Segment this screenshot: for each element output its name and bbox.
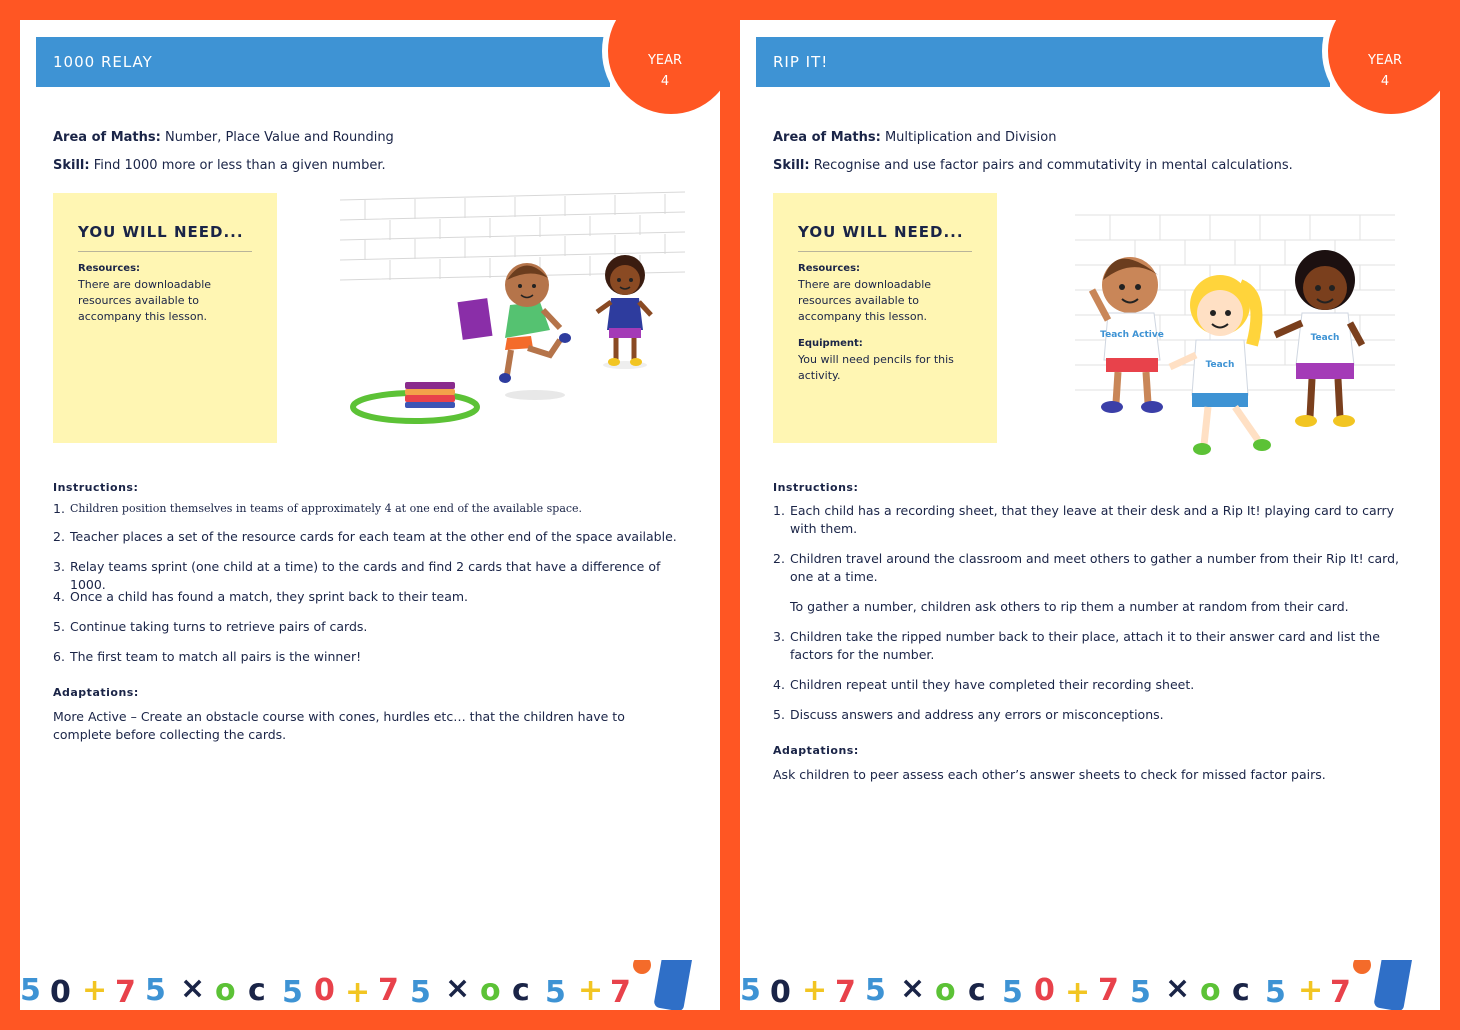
year-number: 4 — [660, 74, 670, 89]
svg-text:o: o — [480, 973, 501, 1008]
svg-text:o: o — [935, 973, 956, 1008]
svg-text:5: 5 — [282, 975, 303, 1010]
card-stack — [405, 382, 455, 408]
svg-text:5: 5 — [145, 973, 166, 1008]
title-bar — [756, 37, 1330, 87]
svg-text:5: 5 — [1130, 975, 1151, 1010]
resources-label: Resources: — [78, 263, 141, 274]
instruction-item: 1. Each child has a recording sheet, that they leave at their desk and a Rip It! playing card to carry with them. — [773, 503, 1395, 536]
children-illustration — [1070, 195, 1400, 460]
svg-text:×: × — [1165, 971, 1191, 1006]
title-bar — [36, 37, 610, 87]
instruction-item: 4. Once a child has found a match, they sprint back to their team. — [53, 589, 469, 604]
instruction-item: 5. Continue taking turns to retrieve pairs of cards. — [53, 619, 368, 634]
relay-illustration — [335, 190, 690, 435]
svg-text:5: 5 — [865, 973, 886, 1008]
svg-text:7: 7 — [1330, 975, 1351, 1010]
instructions-label: Instructions: — [53, 481, 139, 494]
equipment-label: Equipment: — [798, 338, 863, 349]
svg-text:+: + — [1298, 973, 1324, 1008]
svg-text:7: 7 — [1098, 973, 1119, 1008]
basketball-icon — [633, 960, 651, 974]
lesson-card-rip-it — [740, 20, 1440, 1010]
svg-text:5: 5 — [20, 973, 41, 1008]
svg-text:5: 5 — [1002, 975, 1023, 1010]
ruler-mascot — [653, 960, 698, 1010]
svg-text:o: o — [215, 973, 236, 1008]
basketball-icon — [1353, 960, 1371, 974]
you-will-need-box — [773, 193, 997, 443]
instruction-item: 2. Teacher places a set of the resource cards for each team at the other end of the space available. — [53, 529, 677, 544]
adaptations-text: More Active – Create an obstacle course with cones, hurdles etc… that the children have to complete before collecting the cards. — [53, 709, 625, 742]
instruction-item: 5. Discuss answers and address any errors or misconceptions. — [773, 707, 1164, 722]
svg-text:c: c — [968, 973, 986, 1008]
svg-text:Teach: Teach — [1310, 333, 1340, 343]
adaptations-text: Ask children to peer assess each other’s answer sheets to check for missed factor pairs. — [773, 767, 1326, 782]
svg-text:o: o — [1200, 973, 1221, 1008]
footer-decoration — [20, 960, 720, 1010]
instruction-item: 3. Children take the ripped number back to their place, attach it to their answer card and list the factors for the number. — [773, 629, 1380, 662]
svg-text:0: 0 — [50, 975, 71, 1010]
svg-text:Teach: Teach — [1205, 360, 1235, 370]
svg-text:0: 0 — [314, 973, 335, 1008]
instruction-note: To gather a number, children ask others to rip them a number at random from their card. — [790, 599, 1349, 614]
need-title: YOU WILL NEED... — [798, 223, 964, 241]
instruction-item: 6. The first team to match all pairs is the winner! — [53, 649, 362, 664]
svg-text:5: 5 — [545, 975, 566, 1010]
lesson-card-1000-relay — [20, 20, 720, 1010]
ruler-mascot — [1373, 960, 1418, 1010]
instruction-item: 4. Children repeat until they have completed their recording sheet. — [773, 677, 1195, 692]
you-will-need-box — [53, 193, 277, 443]
area-of-maths: Area of Maths: Number, Place Value and Rounding — [53, 130, 394, 145]
svg-text:×: × — [180, 971, 206, 1006]
svg-text:+: + — [1065, 975, 1091, 1010]
year-badge — [602, 20, 720, 120]
footer-decoration — [740, 960, 1440, 1010]
adaptations-label: Adaptations: — [773, 744, 859, 757]
shirt-logo: Teach Active — [1100, 330, 1164, 340]
instructions-label: Instructions: — [773, 481, 859, 494]
divider — [78, 251, 252, 252]
instruction-item: 1. Children position themselves in teams of approximately 4 at one end of the available space. — [53, 501, 583, 516]
svg-text:7: 7 — [835, 975, 856, 1010]
svg-text:5: 5 — [410, 975, 431, 1010]
adaptations-label: Adaptations: — [53, 686, 139, 699]
svg-text:7: 7 — [610, 975, 631, 1010]
svg-text:0: 0 — [770, 975, 791, 1010]
svg-text:7: 7 — [378, 973, 399, 1008]
dark-haired-girl-character — [1275, 250, 1362, 427]
svg-text:7: 7 — [115, 975, 136, 1010]
year-label: YEAR — [647, 53, 683, 68]
running-boy — [458, 263, 571, 400]
equipment-text: You will need pencils for this activity. — [798, 353, 954, 382]
resources-label: Resources: — [798, 263, 861, 274]
waiting-girl — [597, 255, 651, 369]
skill: Skill: Recognise and use factor pairs and commutativity in mental calculations. — [773, 158, 1293, 173]
area-of-maths: Area of Maths: Multiplication and Division — [773, 130, 1057, 145]
svg-text:+: + — [82, 973, 108, 1008]
svg-text:c: c — [248, 973, 266, 1008]
divider — [798, 251, 972, 252]
resources-text: There are downloadable resources available to accompany this lesson. — [78, 278, 212, 323]
lesson-title: 1000 RELAY — [53, 53, 153, 71]
svg-text:c: c — [1232, 973, 1250, 1008]
svg-text:5: 5 — [1265, 975, 1286, 1010]
svg-text:×: × — [900, 971, 926, 1006]
svg-text:c: c — [512, 973, 530, 1008]
svg-text:+: + — [345, 975, 371, 1010]
resources-text: There are downloadable resources available to accompany this lesson. — [798, 278, 932, 323]
need-title: YOU WILL NEED... — [78, 223, 244, 241]
lesson-title: RIP IT! — [773, 53, 829, 71]
year-badge — [1322, 20, 1440, 120]
svg-text:×: × — [445, 971, 471, 1006]
year-label: YEAR — [1367, 53, 1403, 68]
year-number: 4 — [1380, 74, 1390, 89]
instruction-item: 2. Children travel around the classroom and meet others to gather a number from their Rip It! card, one at a time. — [773, 551, 1399, 584]
instruction-item: 3. Relay teams sprint (one child at a time) to the cards and find 2 cards that have a difference of 1000. — [53, 559, 661, 592]
svg-text:5: 5 — [740, 973, 761, 1008]
skill: Skill: Find 1000 more or less than a given number. — [53, 158, 386, 173]
svg-text:+: + — [802, 973, 828, 1008]
svg-text:+: + — [578, 973, 604, 1008]
svg-text:0: 0 — [1034, 973, 1055, 1008]
